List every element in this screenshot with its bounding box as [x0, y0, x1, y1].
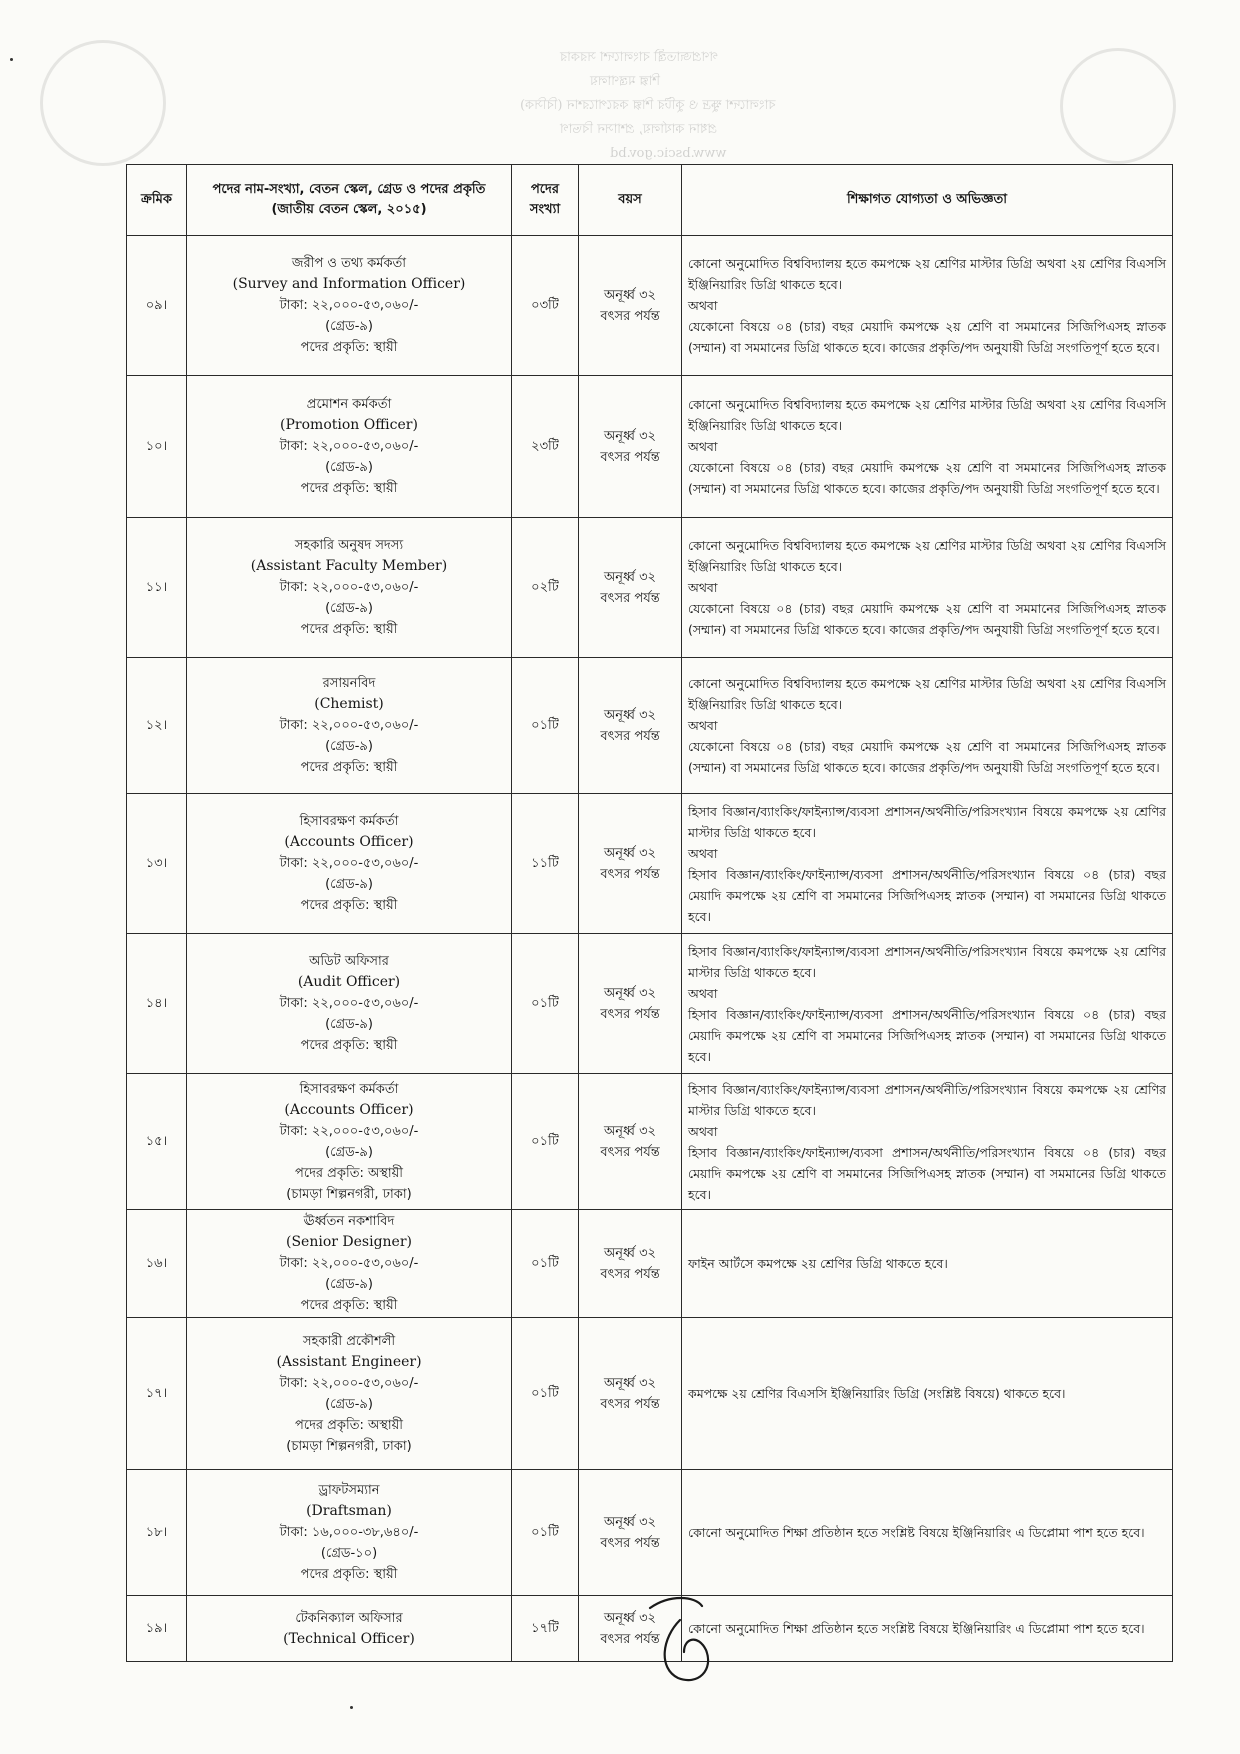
post-line: ঊর্ধ্বতন নকশাবিদ: [303, 1214, 395, 1229]
post-line: পদের প্রকৃতি: অস্থায়ী: [295, 1165, 403, 1181]
post-line: হিসাবরক্ষণ কর্মকর্তা: [299, 1081, 399, 1097]
post-line: পদের প্রকৃতি: স্থায়ী: [300, 481, 398, 496]
header-post: [187, 165, 512, 236]
header-post-label: পদের নাম-সংখ্যা, বেতন স্কেল, গ্রেড ও পদের প্রকৃতি: [212, 182, 486, 197]
qualification-paragraph: কোনো অনুমোদিত বিশ্ববিদ্যালয় হতে কমপক্ষে ২য় শ্রেণির মাস্টার ডিগ্রি অথবা ২য় শ্রেণির বিএসসি ইঞ্জিনিয়ারিং ডিগ্রি থাকতে হবে।: [688, 676, 1166, 712]
qualification-paragraph: কোনো অনুমোদিত বিশ্ববিদ্যালয় হতে কমপক্ষে ২য় শ্রেণির মাস্টার ডিগ্রি অথবা ২য় শ্রেণির বিএসসি ইঞ্জিনিয়ারিং ডিগ্রি থাকতে হবে।: [688, 538, 1166, 574]
post-line: পদের প্রকৃতি: স্থায়ী: [300, 1038, 398, 1053]
table-row: [127, 934, 1173, 1074]
post-line: রসায়নবিদ: [322, 676, 376, 691]
cell-count: ০১টি: [512, 934, 579, 1074]
post-title-english: (Assistant Faculty Member): [250, 558, 448, 574]
qualification-paragraph: অথবা: [688, 298, 718, 313]
cell-post: [187, 1210, 512, 1318]
cell-post: [187, 518, 512, 658]
qualification-paragraph: যেকোনো বিষয়ে ০৪ (চার) বছর মেয়াদি কমপক্ষে ২য় শ্রেণি বা সমমানের সিজিপিএসহ স্নাতক (সম্মান) বা সমমানের ডিগ্রি থাকতে হবে। কাজের প্রকৃতি/পদ অনুযায়ী ডিগ্রি সংগতিপূর্ণ হতে হবে।: [688, 739, 1166, 775]
handwritten-page-mark: [640, 1590, 730, 1690]
age-line: বৎসর পর্যন্ত: [600, 590, 660, 606]
cell-age: [579, 1210, 682, 1318]
post-line: টাকা: ২২,০০০-৫৩,০৬০/-: [279, 580, 419, 595]
bleed-header-line: বাংলাদেশ ক্ষুদ্র ও কুটির শিল্প করপোরেশন (বিসিক): [520, 98, 776, 113]
cell-qualification: [682, 658, 1173, 794]
cell-qualification: [682, 1318, 1173, 1470]
post-line: ড্রাফটসম্যান: [318, 1483, 380, 1498]
age-line: বৎসর পর্যন্ত: [600, 1006, 660, 1022]
age-line: অনূর্ধ্ব ৩২: [603, 1123, 657, 1139]
cell-count: ০১টি: [512, 1210, 579, 1318]
cell-post: [187, 934, 512, 1074]
age-line: অনূর্ধ্ব ৩২: [603, 569, 657, 585]
cell-count: ০৩টি: [512, 236, 579, 376]
bleed-header-line: শিল্প মন্ত্রণালয়: [590, 74, 661, 89]
cell-qualification: [682, 934, 1173, 1074]
age-line: অনূর্ধ্ব ৩২: [603, 1375, 657, 1391]
cell-post: [187, 1318, 512, 1470]
post-line: টাকা: ১৬,০০০-৩৮,৬৪০/-: [279, 1525, 419, 1540]
scan-speck: [10, 58, 13, 61]
age-line: অনূর্ধ্ব ৩২: [603, 287, 657, 303]
post-line: পদের প্রকৃতি: স্থায়ী: [300, 760, 398, 775]
age-line: অনূর্ধ্ব ৩২: [603, 1610, 657, 1626]
post-title-english: (Promotion Officer): [280, 417, 418, 433]
post-line: (গ্রেড-৯): [325, 877, 373, 892]
bleed-seal-right: [1060, 48, 1176, 164]
post-line: (চামড়া শিল্পনগরী, ঢাকা): [286, 1438, 412, 1454]
qualification-paragraph: অথবা: [688, 1123, 718, 1139]
qualification-paragraph: যেকোনো বিষয়ে ০৪ (চার) বছর মেয়াদি কমপক্ষে ২য় শ্রেণি বা সমমানের সিজিপিএসহ স্নাতক (সম্মান) বা সমমানের ডিগ্রি থাকতে হবে। কাজের প্রকৃতি/পদ অনুযায়ী ডিগ্রি সংগতিপূর্ণ হতে হবে।: [688, 601, 1166, 637]
post-title-english: (Senior Designer): [286, 1234, 412, 1250]
header-post-sublabel: (জাতীয় বেতন স্কেল, ২০১৫): [271, 202, 427, 217]
qualification-paragraph: কোনো অনুমোদিত বিশ্ববিদ্যালয় হতে কমপক্ষে ২য় শ্রেণির মাস্টার ডিগ্রি অথবা ২য় শ্রেণির বিএসসি ইঞ্জিনিয়ারিং ডিগ্রি থাকতে হবে।: [688, 256, 1166, 292]
qualification-paragraph: হিসাব বিজ্ঞান/ব্যাংকিং/ফাইন্যান্স/ব্যবসা প্রশাসন/অর্থনীতি/পরিসংখ্যান বিষয়ে কমপক্ষে ২য় শ্রেণির মাস্টার ডিগ্রি থাকতে হবে।: [688, 943, 1166, 980]
table-row: [127, 1074, 1173, 1210]
qualification-paragraph: অথবা: [688, 439, 718, 454]
cell-age: [579, 934, 682, 1074]
age-line: অনূর্ধ্ব ৩২: [603, 985, 657, 1001]
cell-serial: ১৫।: [127, 1074, 187, 1210]
post-line: পদের প্রকৃতি: স্থায়ী: [300, 622, 398, 637]
age-line: অনূর্ধ্ব ৩২: [603, 1514, 657, 1530]
bleed-seal-left: [40, 40, 166, 166]
qualification-paragraph: ফাইন আর্টসে কমপক্ষে ২য় শ্রেণির ডিগ্রি থাকতে হবে।: [688, 1256, 948, 1271]
post-line: (গ্রেড-৯): [325, 1144, 373, 1160]
post-line: পদের প্রকৃতি: স্থায়ী: [300, 340, 398, 355]
table-header-row: [127, 165, 1173, 236]
table-row: [127, 1318, 1173, 1470]
cell-post: [187, 1596, 512, 1662]
post-line: (গ্রেড-৯): [325, 460, 373, 475]
cell-qualification: [682, 794, 1173, 934]
table-row: [127, 1470, 1173, 1596]
table-row: [127, 518, 1173, 658]
table-row: [127, 794, 1173, 934]
post-line: প্রমোশন কর্মকর্তা: [306, 397, 392, 412]
cell-post: [187, 236, 512, 376]
cell-serial: ১৮।: [127, 1470, 187, 1596]
post-line: টাকা: ২২,০০০-৫৩,০৬০/-: [279, 1123, 419, 1139]
header-age: বয়স: [579, 165, 682, 236]
age-line: অনূর্ধ্ব ৩২: [603, 845, 657, 861]
qualification-paragraph: কোনো অনুমোদিত শিক্ষা প্রতিষ্ঠান হতে সংশ্লিষ্ট বিষয়ে ইঞ্জিনিয়ারিং এ ডিপ্লোমা পাশ হতে হবে।: [688, 1621, 1145, 1636]
header-count: পদের সংখ্যা: [512, 165, 579, 236]
post-line: টাকা: ২২,০০০-৫৩,০৬০/-: [279, 718, 419, 733]
post-line: সহকারি অনুষদ সদস্য: [294, 538, 404, 553]
age-line: বৎসর পর্যন্ত: [600, 728, 660, 744]
qualification-paragraph: হিসাব বিজ্ঞান/ব্যাংকিং/ফাইন্যান্স/ব্যবসা প্রশাসন/অর্থনীতি/পরিসংখ্যান বিষয়ে কমপক্ষে ২য় শ্রেণির মাস্টার ডিগ্রি থাকতে হবে।: [688, 1081, 1166, 1118]
age-line: বৎসর পর্যন্ত: [600, 1266, 660, 1282]
post-title-english: (Accounts Officer): [284, 834, 414, 850]
scan-speck: [350, 1706, 353, 1709]
qualification-paragraph: কোনো অনুমোদিত বিশ্ববিদ্যালয় হতে কমপক্ষে ২য় শ্রেণির মাস্টার ডিগ্রি অথবা ২য় শ্রেণির বিএসসি ইঞ্জিনিয়ারিং ডিগ্রি থাকতে হবে।: [688, 397, 1166, 433]
cell-count: ০১টি: [512, 1074, 579, 1210]
cell-count: ১১টি: [512, 794, 579, 934]
qualification-paragraph: হিসাব বিজ্ঞান/ব্যাংকিং/ফাইন্যান্স/ব্যবসা প্রশাসন/অর্থনীতি/পরিসংখ্যান বিষয়ে ০৪ (চার) বছর মেয়াদি কমপক্ষে ২য় শ্রেণি বা সমমানের সিজিপিএসহ স্নাতক (সম্মান) বা সমমানের ডিগ্রি থাকতে হবে।: [688, 1144, 1166, 1202]
cell-age: [579, 794, 682, 934]
cell-serial: ১৩।: [127, 794, 187, 934]
header-serial: ক্রমিক: [127, 165, 187, 236]
age-line: অনূর্ধ্ব ৩২: [603, 707, 657, 723]
post-line: পদের প্রকৃতি: স্থায়ী: [300, 1298, 398, 1313]
cell-post: [187, 658, 512, 794]
post-title-english: (Assistant Engineer): [276, 1353, 422, 1370]
age-line: বৎসর পর্যন্ত: [600, 308, 660, 324]
post-line: (গ্রেড-৯): [325, 1396, 373, 1412]
header-qualification: শিক্ষাগত যোগ্যতা ও অভিজ্ঞতা: [682, 165, 1173, 236]
post-title-english: (Survey and Information Officer): [232, 276, 466, 292]
cell-qualification: [682, 376, 1173, 518]
cell-count: ২৩টি: [512, 376, 579, 518]
table-row: [127, 236, 1173, 376]
post-line: টাকা: ২২,০০০-৫৩,০৬০/-: [279, 856, 419, 871]
post-title-english: (Accounts Officer): [284, 1101, 414, 1118]
post-line: (গ্রেড-৯): [325, 319, 373, 334]
cell-qualification: [682, 1596, 1173, 1662]
qualification-paragraph: অথবা: [688, 985, 718, 1001]
table-row: [127, 658, 1173, 794]
post-line: টেকনিক্যাল অফিসার: [295, 1610, 403, 1626]
cell-post: [187, 794, 512, 934]
age-line: বৎসর পর্যন্ত: [600, 1396, 660, 1412]
post-line: সহকারী প্রকৌশলী: [302, 1333, 396, 1349]
post-title-english: (Chemist): [314, 696, 384, 712]
post-title-english: (Draftsman): [306, 1503, 392, 1519]
cell-post: [187, 376, 512, 518]
cell-count: ০১টি: [512, 1318, 579, 1470]
cell-qualification: [682, 1470, 1173, 1596]
cell-count: ০১টি: [512, 1470, 579, 1596]
cell-qualification: [682, 1210, 1173, 1318]
cell-qualification: [682, 236, 1173, 376]
qualification-paragraph: হিসাব বিজ্ঞান/ব্যাংকিং/ফাইন্যান্স/ব্যবসা প্রশাসন/অর্থনীতি/পরিসংখ্যান বিষয়ে ০৪ (চার) বছর মেয়াদি কমপক্ষে ২য় শ্রেণি বা সমমানের সিজিপিএসহ স্নাতক (সম্মান) বা সমমানের ডিগ্রি থাকতে হবে।: [688, 866, 1166, 924]
post-line: (চামড়া শিল্পনগরী, ঢাকা): [286, 1186, 412, 1202]
cell-count: ০১টি: [512, 658, 579, 794]
post-line: অডিট অফিসার: [309, 954, 389, 969]
qualification-paragraph: অথবা: [688, 718, 718, 733]
age-line: বৎসর পর্যন্ত: [600, 866, 660, 882]
cell-post: [187, 1074, 512, 1210]
age-line: অনূর্ধ্ব ৩২: [603, 1245, 657, 1261]
cell-age: [579, 1470, 682, 1596]
post-line: পদের প্রকৃতি: স্থায়ী: [300, 1567, 398, 1582]
post-line: (গ্রেড-৯): [325, 1017, 373, 1032]
cell-qualification: [682, 1074, 1173, 1210]
cell-serial: ০৯।: [127, 236, 187, 376]
cell-serial: ১৬।: [127, 1210, 187, 1318]
job-vacancy-table: [126, 164, 1173, 1662]
post-line: (গ্রেড-১০): [320, 1546, 378, 1561]
age-line: অনূর্ধ্ব ৩২: [603, 428, 657, 444]
post-line: (গ্রেড-৯): [325, 601, 373, 616]
qualification-paragraph: যেকোনো বিষয়ে ০৪ (চার) বছর মেয়াদি কমপক্ষে ২য় শ্রেণি বা সমমানের সিজিপিএসহ স্নাতক (সম্মান) বা সমমানের ডিগ্রি থাকতে হবে। কাজের প্রকৃতি/পদ অনুযায়ী ডিগ্রি সংগতিপূর্ণ হতে হবে।: [688, 460, 1166, 496]
post-line: টাকা: ২২,০০০-৫৩,০৬০/-: [279, 996, 419, 1011]
table-row: [127, 1210, 1173, 1318]
cell-age: [579, 376, 682, 518]
post-line: টাকা: ২২,০০০-৫৩,০৬০/-: [279, 1375, 419, 1391]
post-line: (গ্রেড-৯): [325, 739, 373, 754]
cell-serial: ১১।: [127, 518, 187, 658]
cell-serial: ১৯।: [127, 1596, 187, 1662]
cell-age: [579, 1074, 682, 1210]
qualification-paragraph: অথবা: [688, 845, 718, 861]
cell-serial: ১০।: [127, 376, 187, 518]
post-line: টাকা: ২২,০০০-৫৩,০৬০/-: [279, 1256, 419, 1271]
qualification-paragraph: অথবা: [688, 580, 718, 595]
cell-count: ০২টি: [512, 518, 579, 658]
cell-count: ১৭টি: [512, 1596, 579, 1662]
age-line: বৎসর পর্যন্ত: [600, 1535, 660, 1551]
cell-age: [579, 658, 682, 794]
post-line: টাকা: ২২,০০০-৫৩,০৬০/-: [279, 298, 419, 313]
post-line: জরীপ ও তথ্য কর্মকর্তা: [291, 256, 407, 271]
cell-post: [187, 1470, 512, 1596]
age-line: বৎসর পর্যন্ত: [600, 1144, 660, 1160]
bleed-header-line: www.bscic.gov.bd: [610, 146, 727, 161]
post-line: টাকা: ২২,০০০-৫৩,০৬০/-: [279, 439, 419, 454]
qualification-paragraph: যেকোনো বিষয়ে ০৪ (চার) বছর মেয়াদি কমপক্ষে ২য় শ্রেণি বা সমমানের সিজিপিএসহ স্নাতক (সম্মান) বা সমমানের ডিগ্রি থাকতে হবে। কাজের প্রকৃতি/পদ অনুযায়ী ডিগ্রি সংগতিপূর্ণ হতে হবে।: [688, 319, 1166, 355]
cell-serial: ১২।: [127, 658, 187, 794]
post-line: পদের প্রকৃতি: অস্থায়ী: [295, 1417, 403, 1433]
qualification-paragraph: কমপক্ষে ২য় শ্রেণির বিএসসি ইঞ্জিনিয়ারিং ডিগ্রি (সংশ্লিষ্ট বিষয়ে) থাকতে হবে।: [688, 1386, 1066, 1401]
qualification-paragraph: হিসাব বিজ্ঞান/ব্যাংকিং/ফাইন্যান্স/ব্যবসা প্রশাসন/অর্থনীতি/পরিসংখ্যান বিষয়ে ০৪ (চার) বছর মেয়াদি কমপক্ষে ২য় শ্রেণি বা সমমানের সিজিপিএসহ স্নাতক (সম্মান) বা সমমানের ডিগ্রি থাকতে হবে।: [688, 1006, 1166, 1064]
age-line: বৎসর পর্যন্ত: [600, 449, 660, 465]
post-line: (গ্রেড-৯): [325, 1277, 373, 1292]
cell-qualification: [682, 518, 1173, 658]
post-line: হিসাবরক্ষণ কর্মকর্তা: [299, 814, 399, 829]
bleed-header-line: প্রধান কার্যালয়, প্রশাসন বিভাগ: [560, 122, 717, 137]
cell-age: [579, 518, 682, 658]
bleed-header-line: গণপ্রজাতন্ত্রী বাংলাদেশ সরকার: [560, 50, 718, 65]
qualification-paragraph: হিসাব বিজ্ঞান/ব্যাংকিং/ফাইন্যান্স/ব্যবসা প্রশাসন/অর্থনীতি/পরিসংখ্যান বিষয়ে কমপক্ষে ২য় শ্রেণির মাস্টার ডিগ্রি থাকতে হবে।: [688, 803, 1166, 840]
cell-serial: ১৪।: [127, 934, 187, 1074]
table-row: [127, 376, 1173, 518]
qualification-paragraph: কোনো অনুমোদিত শিক্ষা প্রতিষ্ঠান হতে সংশ্লিষ্ট বিষয়ে ইঞ্জিনিয়ারিং এ ডিপ্লোমা পাশ হতে হবে।: [688, 1525, 1145, 1540]
cell-age: [579, 1318, 682, 1470]
age-line: বৎসর পর্যন্ত: [600, 1631, 660, 1647]
cell-age: [579, 236, 682, 376]
cell-serial: ১৭।: [127, 1318, 187, 1470]
post-line: পদের প্রকৃতি: স্থায়ী: [300, 898, 398, 913]
post-title-english: (Technical Officer): [283, 1630, 415, 1647]
post-title-english: (Audit Officer): [297, 974, 401, 990]
